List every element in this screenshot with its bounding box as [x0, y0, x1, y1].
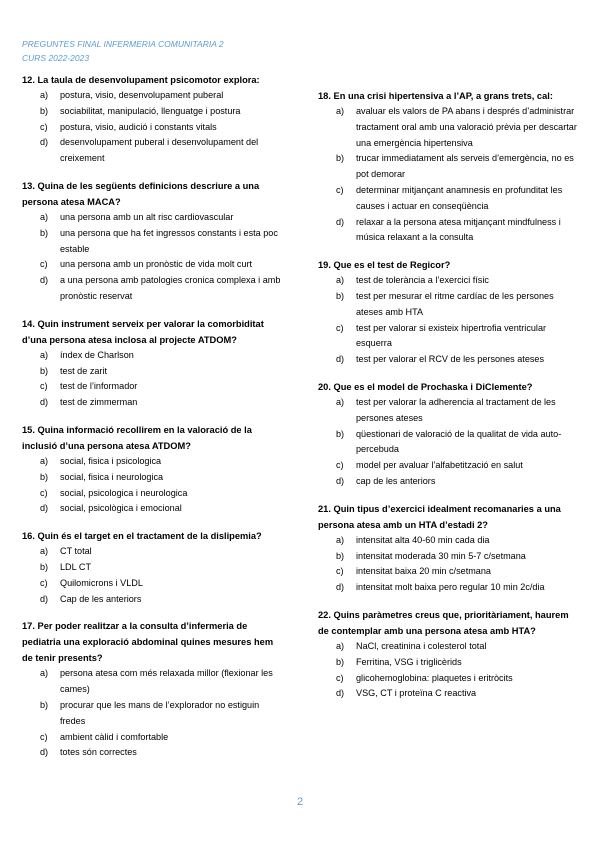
option-text: persona atesa com més relaxada millor (flexionar les cames) [60, 668, 273, 695]
option-text: social, psicologica i neurologica [60, 487, 188, 498]
answer-option [318, 273, 580, 289]
question-block [22, 422, 284, 517]
option-text: test de l’informador [60, 381, 138, 392]
answer-option [22, 454, 284, 470]
option-letter: d) [40, 503, 49, 514]
option-text: intensitat baixa 20 min c/setmana [356, 566, 491, 577]
answer-option [318, 580, 580, 596]
question-block [318, 379, 580, 490]
option-letter: b) [336, 290, 345, 301]
option-letter: b) [40, 561, 49, 572]
question-block [318, 88, 580, 246]
question-block [318, 607, 580, 702]
option-list [318, 533, 580, 596]
option-letter: c) [40, 577, 48, 588]
option-letter: a) [40, 546, 49, 557]
question-block [22, 316, 284, 411]
question-block [318, 257, 580, 368]
answer-option [22, 544, 284, 560]
option-text: trucar immediatament als serveis d’emergència, no es pot demorar [356, 153, 574, 180]
option-text: intensitat alta 40-60 min cada dia [356, 534, 490, 545]
answer-option [22, 745, 284, 761]
answer-option [22, 257, 284, 273]
option-letter: a) [40, 211, 49, 222]
option-text: determinar mitjançant anamnesis en profunditat les causes i actuar en conseqüència [356, 184, 563, 211]
answer-option [318, 549, 580, 565]
option-text: avaluar els valors de PA abans i després d’administrar tractament oral amb una valoració prèvia per descartar una emergència hipertensiva [356, 106, 577, 148]
option-text: relaxar a la persona atesa mitjançant mindfulness i música relaxant a la consulta [356, 216, 561, 243]
answer-option [318, 458, 580, 474]
option-letter: b) [40, 365, 49, 376]
answer-option [22, 104, 284, 120]
option-text: postura, visio, desenvolupament puberal [60, 90, 224, 100]
question-text: 14. Quin instrument serveix per valorar la comorbiditat d’una persona atesa inclosa al projecte ATDOM? [22, 318, 264, 345]
option-letter: b) [336, 550, 345, 561]
option-list [318, 639, 580, 702]
question-text: 17. Per poder realitzar a la consulta d’infermeria de pediatria una exploració abdominal quines mesures hem de tenir presents? [22, 621, 274, 664]
answer-option [22, 470, 284, 486]
option-letter: c) [40, 487, 48, 498]
option-text: social, fisica i psicologica [60, 455, 162, 466]
option-text: CT total [60, 546, 92, 557]
option-letter: d) [336, 475, 345, 486]
option-letter: c) [336, 672, 344, 683]
answer-option [318, 533, 580, 549]
option-text: Ferritina, VSG i triglicèrids [356, 656, 462, 667]
answer-option [22, 364, 284, 380]
answer-option [318, 474, 580, 490]
answer-option [22, 592, 284, 608]
option-text: test per valorar la adherencia al tractament de les persones ateses [356, 396, 556, 423]
question-text: 20. Que es el model de Prochaska i DiClemente? [318, 381, 533, 392]
option-text: una persona amb un pronòstic de vida molt curt [60, 259, 253, 270]
answer-option [22, 501, 284, 517]
option-text: Cap de les anteriors [60, 593, 142, 604]
option-text: sociabilitat, manipulació, llenguatge i postura [60, 105, 241, 116]
question-text: 19. Que es el test de Regicor? [318, 260, 451, 271]
question-text: 13. Quina de les següents definicions descriure a una persona atesa MACA? [22, 180, 260, 207]
option-letter: d) [40, 275, 49, 286]
question-block [22, 178, 284, 305]
answer-option [22, 348, 284, 364]
answer-option [22, 226, 284, 258]
option-text: postura, visio, audició i constants vitals [60, 121, 217, 132]
option-text: model per avaluar l’alfabetització en salut [356, 460, 523, 471]
option-text: intensitat moderada 30 min 5-7 c/setmana [356, 550, 526, 561]
option-text: test de zimmerman [60, 397, 138, 408]
answer-option [318, 215, 580, 247]
option-letter: a) [336, 640, 345, 651]
option-letter: d) [336, 354, 345, 365]
option-letter: d) [40, 747, 49, 758]
answer-option [318, 655, 580, 671]
answer-option [22, 730, 284, 746]
question-block [22, 72, 284, 167]
question-text: 15. Quina informació recollirem en la valoració de la inclusió d’una persona atesa ATDOM? [22, 424, 252, 451]
option-letter: d) [336, 688, 345, 699]
option-list [318, 104, 580, 246]
answer-option [22, 486, 284, 502]
option-text: intensitat molt baixa pero regular 10 min 2c/dia [356, 582, 545, 593]
answer-option [22, 576, 284, 592]
option-letter: a) [336, 396, 345, 407]
option-text: test per valorar si existeix hipertrofia ventricular esquerra [356, 322, 547, 349]
option-text: test per mesurar el ritme cardíac de les persones ateses amb HTA [356, 290, 554, 317]
option-list [22, 544, 284, 607]
option-text: desenvolupament puberal i desenvolupament del creixement [60, 137, 259, 164]
option-letter: a) [40, 668, 49, 679]
option-letter: b) [336, 428, 345, 439]
option-letter: a) [336, 106, 345, 116]
answer-option [318, 183, 580, 215]
option-text: social, psicològica i emocional [60, 503, 182, 514]
option-text: VSG, CT i proteïna C reactiva [356, 688, 477, 699]
left-column [22, 72, 284, 772]
question-block [22, 618, 284, 761]
option-letter: a) [336, 534, 345, 545]
option-letter: d) [336, 582, 345, 593]
option-letter: b) [40, 227, 49, 238]
option-letter: a) [40, 455, 49, 466]
answer-option [22, 395, 284, 411]
page-number: 2 [296, 796, 304, 808]
option-text: cap de les anteriors [356, 475, 436, 486]
question-text: 12. La taula de desenvolupament psicomotor explora: [22, 75, 260, 85]
option-text: Quilomicrons i VLDL [60, 577, 143, 588]
option-letter: d) [40, 397, 49, 408]
option-list [22, 88, 284, 167]
answer-option [318, 427, 580, 459]
option-text: social, fisica i neurologica [60, 471, 164, 482]
option-text: test de tolerància a l’exercici físic [356, 275, 489, 286]
answer-option [318, 639, 580, 655]
right-column [318, 88, 580, 713]
question-text: 22. Quins paràmetres creus que, prioritàriament, haurem de contemplar amb una persona atesa amb HTA? [318, 609, 569, 636]
option-letter: c) [336, 322, 344, 333]
option-text: LDL CT [60, 561, 91, 572]
answer-option [318, 686, 580, 702]
answer-option [318, 395, 580, 427]
option-text: glicohemoglobina: plaquetes i eritròcits [356, 672, 513, 683]
answer-option [22, 379, 284, 395]
option-text: procurar que les mans de l’explorador no estiguin fredes [60, 699, 260, 726]
question-block [22, 528, 284, 607]
option-text: ambient càlid i comfortable [60, 731, 169, 742]
option-letter: c) [40, 259, 48, 270]
option-letter: d) [336, 216, 345, 227]
option-list [22, 454, 284, 517]
answer-option [22, 698, 284, 730]
question-block [318, 501, 580, 596]
option-letter: b) [336, 656, 345, 667]
option-text: test per valorar el RCV de les persones ateses [356, 354, 545, 365]
answer-option [318, 104, 580, 151]
option-list [22, 210, 284, 305]
option-letter: b) [40, 471, 49, 482]
option-letter: b) [336, 153, 345, 164]
option-letter: b) [40, 105, 49, 116]
answer-option [22, 210, 284, 226]
option-text: a una persona amb patologies cronica complexa i amb pronòstic reservat [60, 275, 281, 301]
question-text: 21. Quin tipus d’exercici idealment recomanaries a una persona atesa amb un HTA d’estadi 2? [318, 503, 561, 530]
header-title: PREGUNTES FINAL INFERMERIA COMUNITARIA 2 [22, 39, 224, 49]
option-letter: c) [336, 184, 344, 195]
option-letter: a) [40, 349, 49, 360]
document-header [22, 38, 224, 65]
option-letter: c) [336, 460, 344, 471]
option-text: totes són correctes [60, 747, 137, 758]
option-letter: a) [336, 275, 345, 286]
answer-option [22, 135, 284, 167]
answer-option [22, 273, 284, 305]
header-course: CURS 2022-2023 [22, 52, 90, 63]
option-letter: c) [40, 731, 48, 742]
answer-option [318, 352, 580, 368]
option-text: test de zarit [60, 365, 108, 376]
answer-option [22, 666, 284, 698]
option-list [22, 666, 284, 761]
option-list [318, 395, 580, 490]
option-list [22, 348, 284, 411]
option-text: una persona amb un alt risc cardiovascular [60, 211, 234, 222]
answer-option [22, 560, 284, 576]
answer-option [318, 321, 580, 353]
answer-option [318, 671, 580, 687]
option-letter: c) [336, 566, 344, 577]
answer-option [22, 120, 284, 136]
option-letter: d) [40, 137, 49, 148]
option-letter: c) [40, 121, 48, 132]
option-text: índex de Charlson [60, 349, 134, 360]
question-text: 18. En una crisi hipertensiva a l’AP, a grans trets, cal: [318, 91, 553, 101]
option-text: NaCl, creatinina i colesterol total [356, 640, 487, 651]
option-letter: c) [40, 381, 48, 392]
answer-option [318, 151, 580, 183]
answer-option [22, 88, 284, 104]
answer-option [318, 564, 580, 580]
option-text: qüestionari de valoració de la qualitat de vida auto-percebuda [356, 428, 562, 455]
question-text: 16. Quin és el target en el tractament de la dislipemia? [22, 531, 262, 542]
option-list [318, 273, 580, 368]
option-letter: d) [40, 593, 49, 604]
option-text: una persona que ha fet ingressos constants i esta poc estable [60, 227, 278, 254]
option-letter: a) [40, 90, 49, 100]
answer-option [318, 289, 580, 321]
option-letter: b) [40, 699, 49, 710]
